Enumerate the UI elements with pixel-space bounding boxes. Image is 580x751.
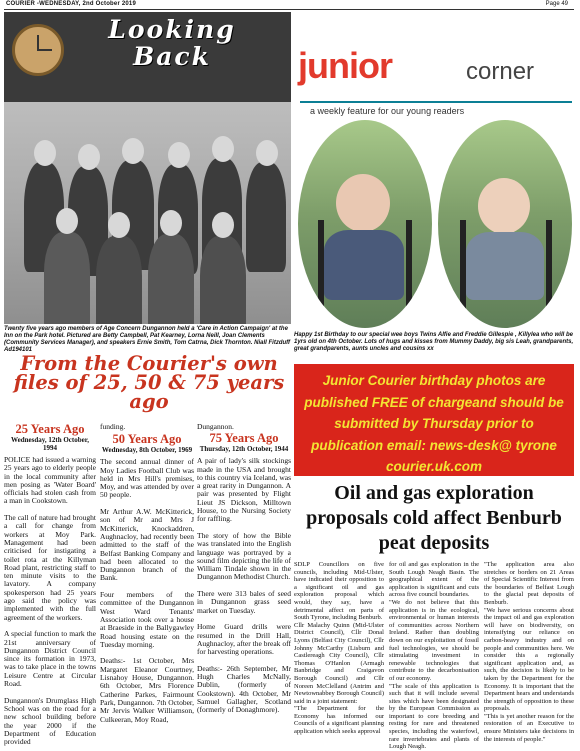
column-75-years	[197, 423, 291, 715]
looking-back-banner	[4, 12, 291, 102]
oil-article-col3: "The application area also stretches or borders on 21 Areas of Special Scientific Interest from the boundaries of Belfast Lough to the glacial peat deposits of Benburb. "We have serious concerns about the impact oil and gas exploration will have on biodiversity, on intensifying our reliance on carbon-heavy industry and on people and communities here. We consider this a regionally significant application and, as such, the decision is likely to be taken by the Department for the Economy. It is important that the Department hears and understands the strength of opposition to these proposals. "This is yet another reason for the restoration of an Executive to ensure Ministers take decisions in the interests of people."	[484, 561, 574, 743]
archive-group-photo	[4, 102, 291, 324]
date-25: Wednesday, 12th October, 1994	[11, 436, 89, 452]
junior-tagline: a weekly feature for our young readers	[310, 106, 465, 116]
looking-back-title-line2: Back	[133, 42, 211, 71]
year-heading-75: 75 Years Ago	[209, 431, 279, 446]
oil-gas-headline: Oil and gas exploration proposals cold affect Benburb peat deposits	[306, 482, 562, 554]
column-50-years	[100, 423, 194, 724]
twins-photo	[296, 118, 574, 330]
oil-article-col2: for oil and gas exploration in the South Lough Neagh Basin. The geographical extent of the application is significant and cuts across five council boundaries. "We do not believe that this application is in the ecological, environmental or human interests of communities across Northern Ireland. Rather than doubling down on our exploitation of fossil fuel technologies, we should be stimulating investment in renewable technologies that contribute to the decarbonisation of our economy. "The scale of this application is such that it will include several sites which have been designated by the European Commission as important to core breeding and resting for rare and threatened species, including the waterfowl, rare invertebrates and plants of Lough Neagh.	[389, 561, 479, 751]
col3-lead: Dungannon.	[197, 422, 234, 431]
header-rule	[4, 9, 574, 10]
twins-caption: Happy 1st Birthday to our special wee boys Twins Alfie and Freddie Gillespie , Killylea who will be 1yrs old on 4th October. Lots of hugs and kisses from Mummy Daddy, big sis Leah, grandparents, great grandparents, aunts uncles and cousins xx	[294, 332, 574, 352]
looking-back-title-line1: Looking	[108, 15, 236, 44]
looking-back-title	[62, 16, 282, 70]
main-title: From the Courier's own files of 25, 50 & 75 years ago	[13, 352, 285, 413]
date-50: Wednesday, 8th October, 1969	[101, 446, 193, 455]
birthday-promo-box	[294, 364, 574, 476]
clock-icon	[12, 24, 64, 76]
oil-article-col1: SDLP Councillors on five councils, including Mid-Ulster, have indicated their opposition to a significant oil and gas exploration proposal which would, they say, have a detrimental affect on parts of South Tyrone, including Benburb. Cllr Malachy Quinn (Mid-Ulster District Council), Cllr Donal Lyons (Belfast City Council), Cllr Johnny McCarthy (Lisburn and Castlereagh City Council), Cllr Thomas O'Hanlon (Armagh Banbridge and Craigavon Borough Council) and Cllr Noreen McClelland (Antrim and Newtownabbey Borough Council) said in a joint statement: "The Department for the Economy has informed our Councils of a significant planning application which seeks approval	[294, 561, 384, 736]
page-header-title: COURIER -WEDNESDAY, 2nd October 2019	[6, 1, 137, 7]
page-number: Page 49	[545, 1, 568, 7]
archive-photo-caption: Twenty five years ago members of Age Concern Dungannon held a 'Care in Action Campaign' at the Inn on the Park hotel. Pictured are Betty Campbell, Pat Kearney, Lorna Neill, Joan Clements (Community Services Manager), and speakers Ernie Smith, Tom Catrna, Dick Thornton. Niall Fitzduff Ad194101	[4, 326, 291, 353]
column-25-years	[4, 423, 96, 746]
col2-lead: funding.	[100, 422, 126, 431]
date-75: Thursday, 12th October, 1944	[199, 445, 289, 454]
year-heading-25: 25 Years Ago	[15, 422, 85, 436]
junior-logo: junior	[298, 45, 392, 86]
twin-photo-left	[298, 120, 432, 328]
twin-photo-right	[438, 120, 572, 328]
tagline-rule	[300, 101, 572, 103]
year-heading-50: 50 Years Ago	[112, 432, 182, 447]
corner-logo: corner	[466, 58, 535, 85]
article-75-years: A pair of lady's silk stockings made in the USA and brought to this country via Iceland, was a great rarity in Dungannon. A pair was presented by Flight Lieut JS Dickson, Milltown House, to the Nursing Society for raffling. The story of how the Bible was translated into the English language was portrayed by a sound film depicting the life of William Tindale shown in the Dungannon Methodist Church. There were 313 bales of seed in Dungannon grass seed market on Tuesday. Home Guard drills were resumed in the Drill Hall, Aughnacloy, after the break off for harvesting operations. Deaths:- 26th September, Mr Hugh Charles McNally, Dublin, (formerly of Cookstown). 4th October, Mr Samuel Gallagher, Scotland (formerly of Donaghmore).	[197, 456, 291, 715]
article-50-years: The second annual dinner of Moy Ladies Football Club was held in Mrs Hill's premises, Moy, and was attended by over 50 people. Mr Arthur A.W. McKitterick, son of Mr and Mrs J McKitterick, Knockaddren, Aughnacloy, had recently been admitted to the staff of the Belfast Banking Company and had been allocated to the Dungannon branch of the Bank. Four members of the committee of the Dungannon West Ward Tenants' Association took over a house at Braeside in the Ballygawley Road housing estate on the Tuesday morning. Deaths:- 1st October, Mrs Margaret Eleanor Courtney, Lisnahoy House, Dungannon. 6th October, Mrs Florence Catherine Parkes, Fairmount Park, Dungannon. 7th October, Mr Jervis Walker Williamson, Culkeeran, Moy Road,	[100, 457, 194, 724]
article-25-years: POLICE had issued a warning 25 years ago to elderly people in the local community after men posing as 'Water Board' officials had stolen cash from a man in Cookstown. The call of nature had brought a call for change from workers at Moy Park. Management had been criticised for instigating a toilet rota at the Killyman Road plant, restricting staff to ten minute visits to the lavatory. A company spokesperson had 25 years ago said the policy was implemented with the full agreement of the workers. A special function to mark the 21st anniversary of Dungannon District Council since its formation in 1973, was to take place in the towns Leisure Centre at Circular Road. Dungannon's Drumglass High School was on the road for a new school building before the year 2000 if the Department of Education provided	[4, 455, 96, 747]
birthday-promo-text: Junior Courier birthday photos are published FREE of chargeand should be submitted by Thursday prior to publication email: news-desk@ tyrone courier.uk.com	[304, 373, 564, 474]
